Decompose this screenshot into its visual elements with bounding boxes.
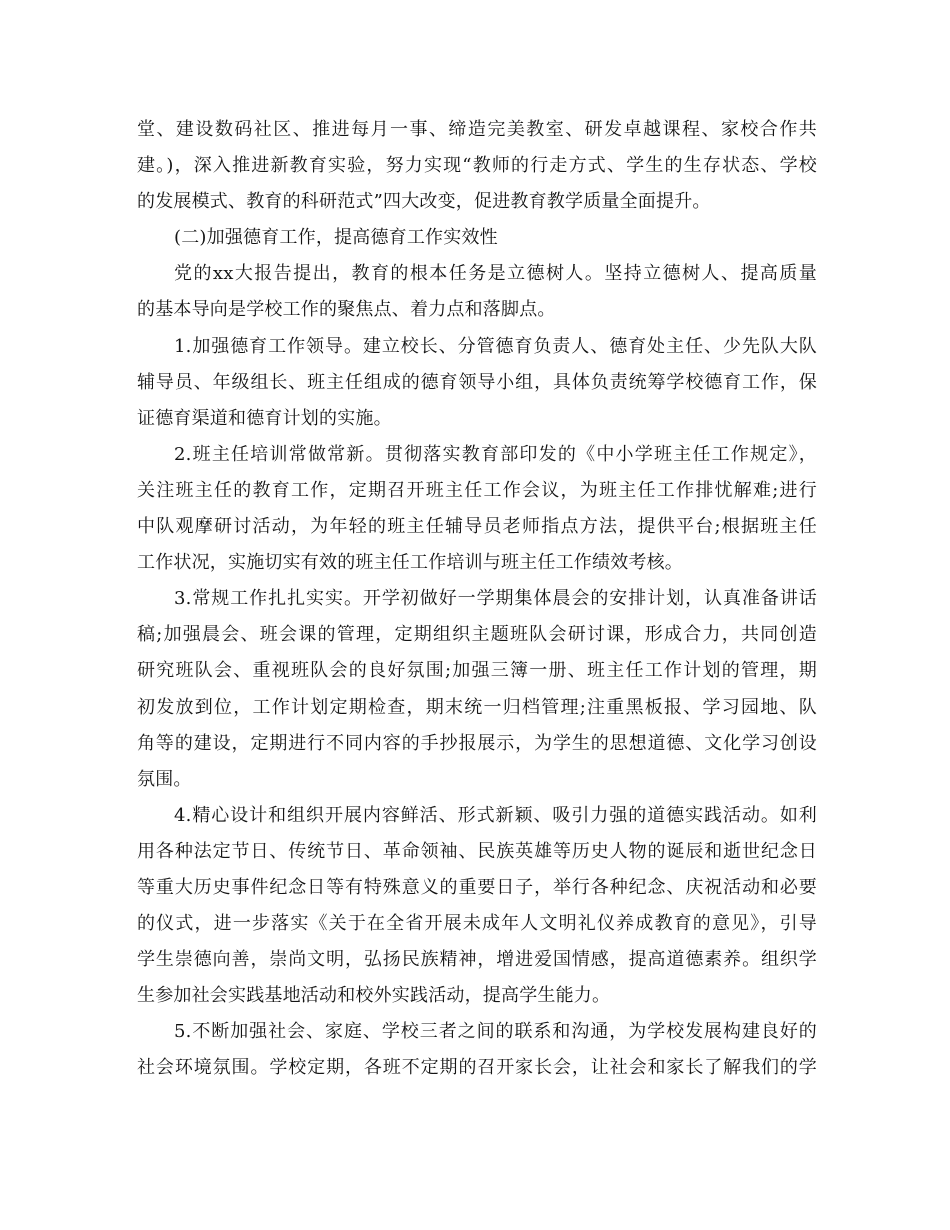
text-line: 工作状况，实施切实有效的班主任工作培训与班主任工作绩效考核。 (137, 552, 683, 574)
text-line: 氛围。 (137, 768, 192, 790)
text-line: 中队观摩研讨活动，为年轻的班主任辅导员老师指点方法，提供平台;根据班主任 (137, 516, 817, 538)
section-heading: (二)加强德育工作，提高德育工作实效性 (174, 227, 498, 249)
text-line: 角等的建设，定期进行不同内容的手抄报展示，为学生的思想道德、文化学习创设 (137, 732, 817, 754)
document-body (137, 112, 817, 1087)
text-line: 堂、建设数码社区、推进每月一事、缔造完美教室、研发卓越课程、家校合作共 (137, 119, 817, 140)
text-line: 社会环境氛围。学校定期，各班不定期的召开家长会，让社会和家长了解我们的学 (137, 1057, 817, 1079)
text-line: 初发放到位，工作计划定期检查，期末统一归档管理;注重黑板报、学习园地、队 (137, 696, 817, 718)
text-line: 的仪式，进一步落实《关于在全省开展未成年人文明礼仪养成教育的意见》，引导 (137, 913, 817, 935)
text-line: 关注班主任的教育工作，定期召开班主任工作会议，为班主任工作排忧解难;进行 (137, 479, 817, 501)
text-line: 建。)，深入推进新教育实验，努力实现“教师的行走方式、学生的生存状态、学校 (137, 155, 817, 177)
text-line: 的发展模式、教育的科研范式”四大改变，促进教育教学质量全面提升。 (137, 191, 711, 213)
text-line: 2.班主任培训常做常新。贯彻落实教育部印发的《中小学班主任工作规定》， (174, 443, 817, 465)
text-line: 生参加社会实践基地活动和校外实践活动，提高学生能力。 (137, 985, 611, 1007)
text-line: 用各种法定节日、传统节日、革命领袖、民族英雄等历史人物的诞辰和逝世纪念日 (137, 840, 817, 862)
text-line: 1.加强德育工作领导。建立校长、分管德育负责人、德育处主任、少先队大队 (174, 335, 817, 357)
text-line: 的基本导向是学校工作的聚焦点、着力点和落脚点。 (137, 299, 556, 321)
text-line: 3.常规工作扎扎实实。开学初做好一学期集体晨会的安排计划，认真准备讲话 (174, 588, 817, 610)
text-line: 等重大历史事件纪念日等有特殊意义的重要日子，举行各种纪念、庆祝活动和必要 (137, 876, 817, 898)
text-line: 证德育渠道和德育计划的实施。 (137, 407, 392, 429)
text-line: 5.不断加强社会、家庭、学校三者之间的联系和沟通，为学校发展构建良好的 (174, 1021, 817, 1043)
text-line: 4.精心设计和组织开展内容鲜活、形式新颖、吸引力强的道德实践活动。如利 (174, 804, 817, 826)
text-line: 辅导员、年级组长、班主任组成的德育领导小组，具体负责统筹学校德育工作，保 (137, 371, 817, 393)
text-line: 研究班队会、重视班队会的良好氛围;加强三簿一册、班主任工作计划的管理，期 (137, 660, 817, 682)
text-line: 学生崇德向善，崇尚文明，弘扬民族精神，增进爱国情感，提高道德素养。组织学 (137, 949, 817, 971)
text-line: 党的xx大报告提出，教育的根本任务是立德树人。坚持立德树人、提高质量 (174, 263, 817, 285)
text-line: 稿;加强晨会、班会课的管理，定期组织主题班队会研讨课，形成合力，共同创造 (137, 624, 817, 646)
